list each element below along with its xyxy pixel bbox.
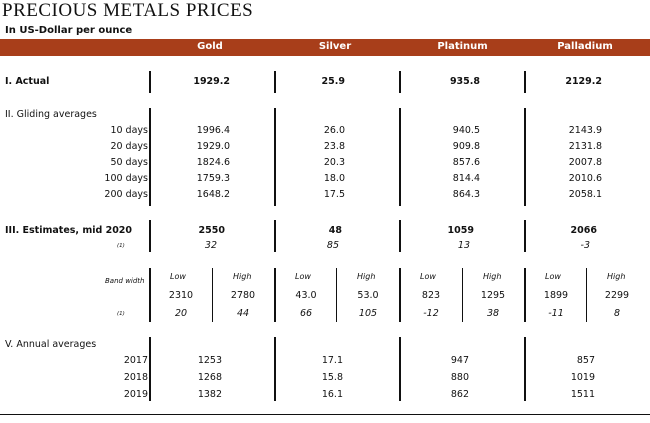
separator <box>274 108 276 206</box>
actual-palladium: 2129.2 <box>565 76 602 87</box>
band-low-gold: 2310 <box>168 290 194 301</box>
gliding-value: 2010.6 <box>568 173 602 184</box>
row-label: 20 days <box>110 141 148 152</box>
annual-value: 1511 <box>570 389 595 400</box>
band-high-label: High <box>607 272 626 281</box>
band-high-gold: 2780 <box>230 290 256 301</box>
column-header-palladium: Palladium <box>557 41 613 52</box>
row-label: 2018 <box>123 372 148 383</box>
gliding-value: 2007.8 <box>568 157 602 168</box>
annual-value: 1019 <box>570 372 595 383</box>
separator <box>399 268 401 322</box>
actual-platinum: 935.8 <box>449 76 480 87</box>
separator <box>149 71 151 93</box>
band-low-change-platinum: -12 <box>423 308 439 319</box>
annual-value: 880 <box>450 372 469 383</box>
band-high-change-palladium: 8 <box>613 308 621 319</box>
band-low-palladium: 1899 <box>543 290 569 301</box>
separator <box>524 108 526 206</box>
page-title: PRECIOUS METALS PRICES <box>2 0 254 21</box>
band-low-label: Low <box>420 272 436 281</box>
estimate-change-gold: 32 <box>204 240 217 251</box>
band-high-change-gold: 44 <box>236 308 250 319</box>
band-low-label: Low <box>295 272 311 281</box>
band-low-change-silver: 66 <box>299 308 313 319</box>
gliding-value: 2131.8 <box>568 141 602 152</box>
band-high-change-platinum: 38 <box>486 308 500 319</box>
gliding-value: 2058.1 <box>568 189 602 200</box>
estimate-change-silver: 85 <box>326 240 339 251</box>
band-low-change-gold: 20 <box>174 308 188 319</box>
footnote-marker: (1) <box>117 311 125 317</box>
row-label: 200 days <box>104 189 148 200</box>
section-label-estimates: III. Estimates, mid 2020 <box>5 225 133 236</box>
separator <box>462 268 463 322</box>
annual-value: 15.8 <box>321 372 343 383</box>
annual-value: 857 <box>576 355 595 366</box>
band-high-silver: 53.0 <box>357 290 379 301</box>
band-high-label: High <box>357 272 376 281</box>
band-high-platinum: 1295 <box>480 290 506 301</box>
band-low-silver: 43.0 <box>295 290 317 301</box>
separator <box>399 71 401 93</box>
separator <box>524 337 526 401</box>
section-label-gliding: II. Gliding averages <box>5 109 97 120</box>
column-header-gold: Gold <box>197 41 223 52</box>
band-low-label: Low <box>545 272 561 281</box>
gliding-value: 20.3 <box>323 157 345 168</box>
actual-gold: 1929.2 <box>193 76 230 87</box>
gliding-value: 940.5 <box>452 125 480 136</box>
band-high-palladium: 2299 <box>604 290 630 301</box>
band-high-label: High <box>483 272 502 281</box>
gliding-value: 17.5 <box>323 189 345 200</box>
separator <box>399 108 401 206</box>
estimate-gold: 2550 <box>198 225 225 236</box>
column-header-platinum: Platinum <box>437 41 488 52</box>
gliding-value: 1759.3 <box>196 173 230 184</box>
estimate-platinum: 1059 <box>447 225 474 236</box>
separator <box>274 71 276 93</box>
gliding-value: 814.4 <box>452 173 480 184</box>
separator <box>274 337 276 401</box>
row-label: 2017 <box>123 355 148 366</box>
footnote-marker: (1) <box>117 243 125 249</box>
gliding-value: 26.0 <box>323 125 345 136</box>
row-label: 50 days <box>110 157 148 168</box>
band-low-label: Low <box>170 272 186 281</box>
estimate-silver: 48 <box>328 225 342 236</box>
separator <box>586 268 587 322</box>
annual-value: 1268 <box>197 372 222 383</box>
separator <box>524 268 526 322</box>
gliding-value: 23.8 <box>323 141 345 152</box>
gliding-value: 1996.4 <box>196 125 230 136</box>
band-width-label: Band width <box>105 277 145 285</box>
band-low-platinum: 823 <box>421 290 441 301</box>
section-label-annual: V. Annual averages <box>5 339 97 350</box>
gliding-value: 1929.0 <box>196 141 230 152</box>
band-low-change-palladium: -11 <box>548 308 564 319</box>
column-header-bar <box>0 39 650 56</box>
gliding-value: 857.6 <box>452 157 480 168</box>
estimate-change-platinum: 13 <box>457 240 470 251</box>
separator <box>524 220 526 252</box>
separator <box>212 268 213 322</box>
annual-value: 1253 <box>197 355 222 366</box>
page-subtitle: In US-Dollar per ounce <box>5 25 133 36</box>
row-label: 100 days <box>104 173 148 184</box>
separator <box>524 71 526 93</box>
gliding-value: 909.8 <box>452 141 480 152</box>
separator <box>274 268 276 322</box>
band-high-change-silver: 105 <box>358 308 378 319</box>
separator <box>149 337 151 401</box>
actual-silver: 25.9 <box>321 76 345 87</box>
separator <box>149 268 151 322</box>
estimate-change-palladium: -3 <box>580 240 590 251</box>
separator <box>149 108 151 206</box>
separator <box>274 220 276 252</box>
section-label-actual: I. Actual <box>5 76 50 87</box>
row-label: 10 days <box>110 125 148 136</box>
estimate-palladium: 2066 <box>570 225 597 236</box>
gliding-value: 2143.9 <box>568 125 602 136</box>
column-header-silver: Silver <box>318 41 352 52</box>
gliding-value: 1648.2 <box>196 189 230 200</box>
bottom-rule <box>0 414 650 415</box>
annual-value: 1382 <box>197 389 222 400</box>
annual-value: 862 <box>450 389 469 400</box>
separator <box>149 220 151 252</box>
annual-value: 947 <box>450 355 469 366</box>
separator <box>336 268 337 322</box>
gliding-value: 864.3 <box>452 189 480 200</box>
gliding-value: 18.0 <box>323 173 345 184</box>
band-high-label: High <box>233 272 252 281</box>
annual-value: 16.1 <box>321 389 343 400</box>
gliding-value: 1824.6 <box>196 157 230 168</box>
separator <box>399 220 401 252</box>
row-label: 2019 <box>123 389 148 400</box>
annual-value: 17.1 <box>321 355 343 366</box>
separator <box>399 337 401 401</box>
